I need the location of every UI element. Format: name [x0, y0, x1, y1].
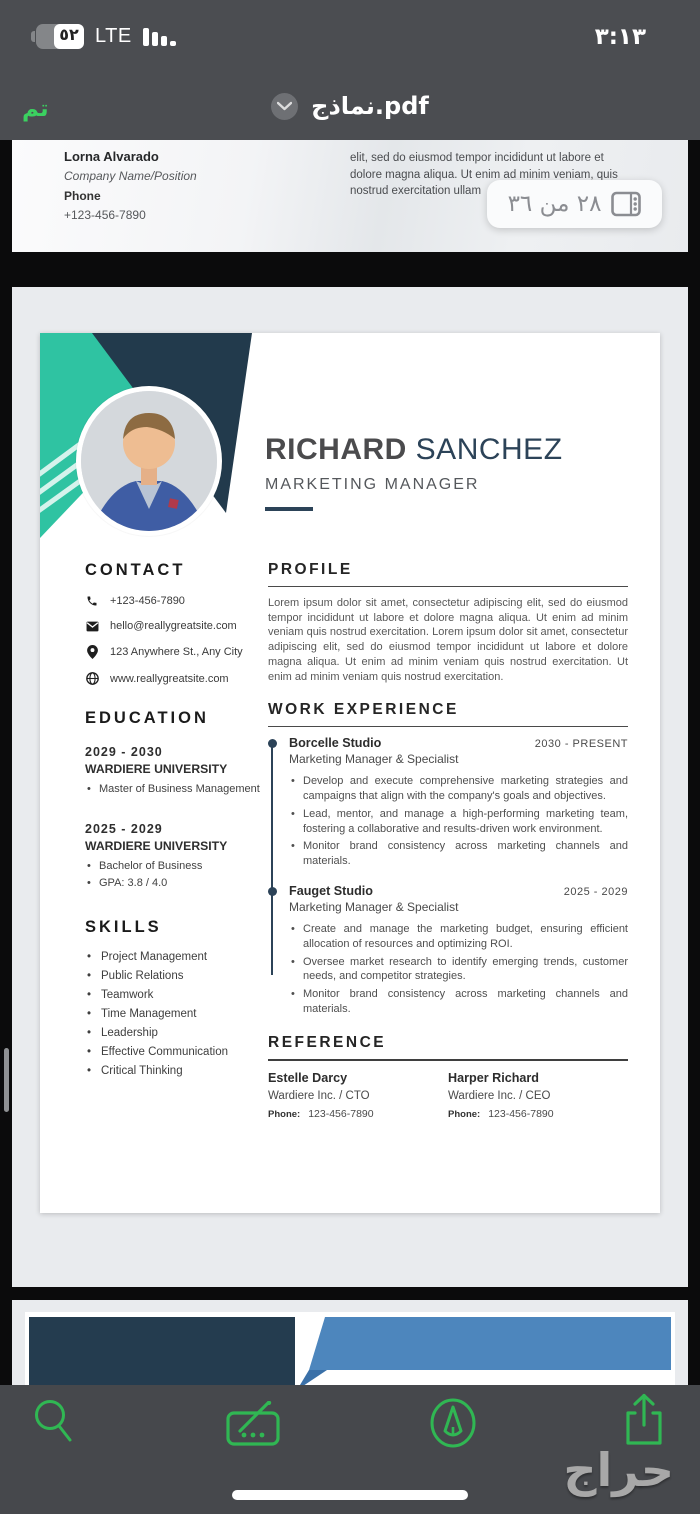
skill-item: • Project Management [85, 951, 271, 963]
work-experience-list [268, 736, 628, 1017]
work-experience-heading: WORK EXPERIENCE [268, 701, 459, 719]
skills-list [85, 951, 271, 1077]
reference-heading: REFERENCE [268, 1033, 387, 1051]
profile-text: Lorem ipsum dolor sit amet, consectetur adipiscing elit, sed do eiusmod tempor incididunt ut labore et dolore magna aliqua. Ut enim ad minim veniam quis nostrud exercitation. Lorem ipsum dolor sit amet, consectetur adipiscing elit, sed do eiusmod tempor incididunt ut labore et dolore magna aliqua. Ut enim ad minim veniam quis nostrud exercitation. Ut enim ad minim veniam quis nostrud exercitation. [268, 597, 628, 683]
title-menu-button[interactable] [271, 93, 298, 120]
contact-heading: CONTACT [85, 561, 186, 579]
profile-photo [76, 386, 222, 536]
timeline-dot [268, 739, 277, 748]
page-number-indicator[interactable] [487, 180, 662, 228]
skill-item: • Public Relations [85, 970, 271, 982]
section-divider [268, 726, 628, 727]
skill-item: • Time Management [85, 1008, 271, 1020]
skill-item: • Critical Thinking [85, 1065, 271, 1077]
pdf-viewer-header [0, 0, 700, 140]
search-button[interactable] [30, 1397, 76, 1450]
pages-thumbnail-icon [611, 190, 641, 218]
nav-bar [0, 92, 700, 136]
battery-icon [36, 24, 84, 49]
bottom-toolbar [0, 1385, 700, 1514]
phone-label: Phone [64, 189, 101, 203]
home-indicator[interactable] [232, 1490, 468, 1500]
signature-button[interactable] [226, 1401, 282, 1452]
reference-name: Lorna Alvarado [64, 149, 159, 164]
done-button[interactable]: تم [22, 96, 49, 122]
contact-email-row: hello@reallygreatsite.com [85, 620, 271, 632]
person-portrait [81, 391, 217, 531]
signature-box-icon [226, 1401, 282, 1447]
search-icon [30, 1397, 76, 1445]
page-count-label: ٢٨ من ٣٦ [507, 191, 602, 217]
job-entry: Borcelle Studio 2030 - PRESENT Marketing Manager & Specialist • Develop and execute comprehensive marketing strategies and campaigns that align with the company's goals and objectives. • Lead, mentor, and manage a high-performing marketing team, fostering a collaborative and results-driven work environment. • Monitor brand consistency across marketing channels and materials. [289, 736, 628, 869]
phone-value: +123-456-7890 [64, 208, 146, 222]
contact-website-row: www.reallygreatsite.com [85, 672, 271, 685]
envelope-icon [85, 621, 99, 632]
location-pin-icon [85, 645, 99, 659]
clock-time: ٣:١٣ [594, 24, 646, 50]
chevron-down-icon [277, 101, 292, 111]
candidate-name: RICHARD SANCHEZ [265, 433, 563, 466]
skills-heading: SKILLS [85, 917, 162, 936]
reference-list [268, 1071, 628, 1120]
body-text: elit, sed do eiusmod tempor incididunt ut labore et dolore magna aliqua. Ut enim ad minim veniam, quis nostrud exercitation ullam [350, 152, 618, 197]
signal-bars-icon [143, 25, 177, 49]
phone-icon [85, 595, 99, 607]
education-entry: 2029 - 2030 WARDIERE UNIVERSITY • Master of Business Management [85, 745, 271, 798]
profile-heading: PROFILE [268, 561, 353, 578]
section-divider [268, 1059, 628, 1061]
markup-pencil-icon [428, 1397, 478, 1449]
candidate-job-title: MARKETING MANAGER [265, 476, 480, 493]
education-entry: 2025 - 2029 WARDIERE UNIVERSITY • Bachelor of Business • GPA: 3.8 / 4.0 [85, 822, 271, 892]
reference-role: Company Name/Position [64, 169, 197, 183]
markup-button[interactable] [428, 1397, 478, 1454]
job-entry: Fauget Studio 2025 - 2029 Marketing Manager & Specialist • Create and manage the marketing budget, ensuring efficient allocation of resources and optimizing ROI. • Oversee market research to identify emerging trends, customer needs, and competitor strategies. • Monitor brand consistency across marketing channels and materials. [289, 884, 628, 1017]
status-bar-left [36, 24, 177, 49]
section-divider [268, 586, 628, 587]
skill-item: • Effective Communication [85, 1046, 271, 1058]
share-icon [622, 1393, 666, 1447]
timeline-line [271, 745, 273, 975]
current-pdf-page[interactable] [12, 287, 688, 1287]
globe-icon [85, 672, 99, 685]
battery-percent: ٥٢ [59, 25, 79, 44]
haraj-watermark: حراج [563, 1443, 674, 1497]
reference-entry: Harper Richard Wardiere Inc. / CEO Phone: 123-456-7890 [448, 1070, 554, 1120]
scroll-indicator[interactable] [4, 1048, 9, 1112]
document-title[interactable]: نماذج.pdf [311, 92, 429, 120]
education-heading: EDUCATION [85, 709, 209, 727]
contact-phone-row: +123-456-7890 [85, 595, 271, 607]
title-underline [265, 507, 313, 511]
contact-address-row: 123 Anywhere St., Any City [85, 645, 271, 659]
contact-list [85, 595, 271, 685]
reference-entry: Estelle Darcy Wardiere Inc. / CTO Phone: 123-456-7890 [268, 1070, 374, 1120]
timeline-dot [268, 887, 277, 896]
network-type-label: LTE [95, 25, 132, 47]
resume-sheet [40, 333, 660, 1213]
skill-item: • Leadership [85, 1027, 271, 1039]
skill-item: • Teamwork [85, 989, 271, 1001]
